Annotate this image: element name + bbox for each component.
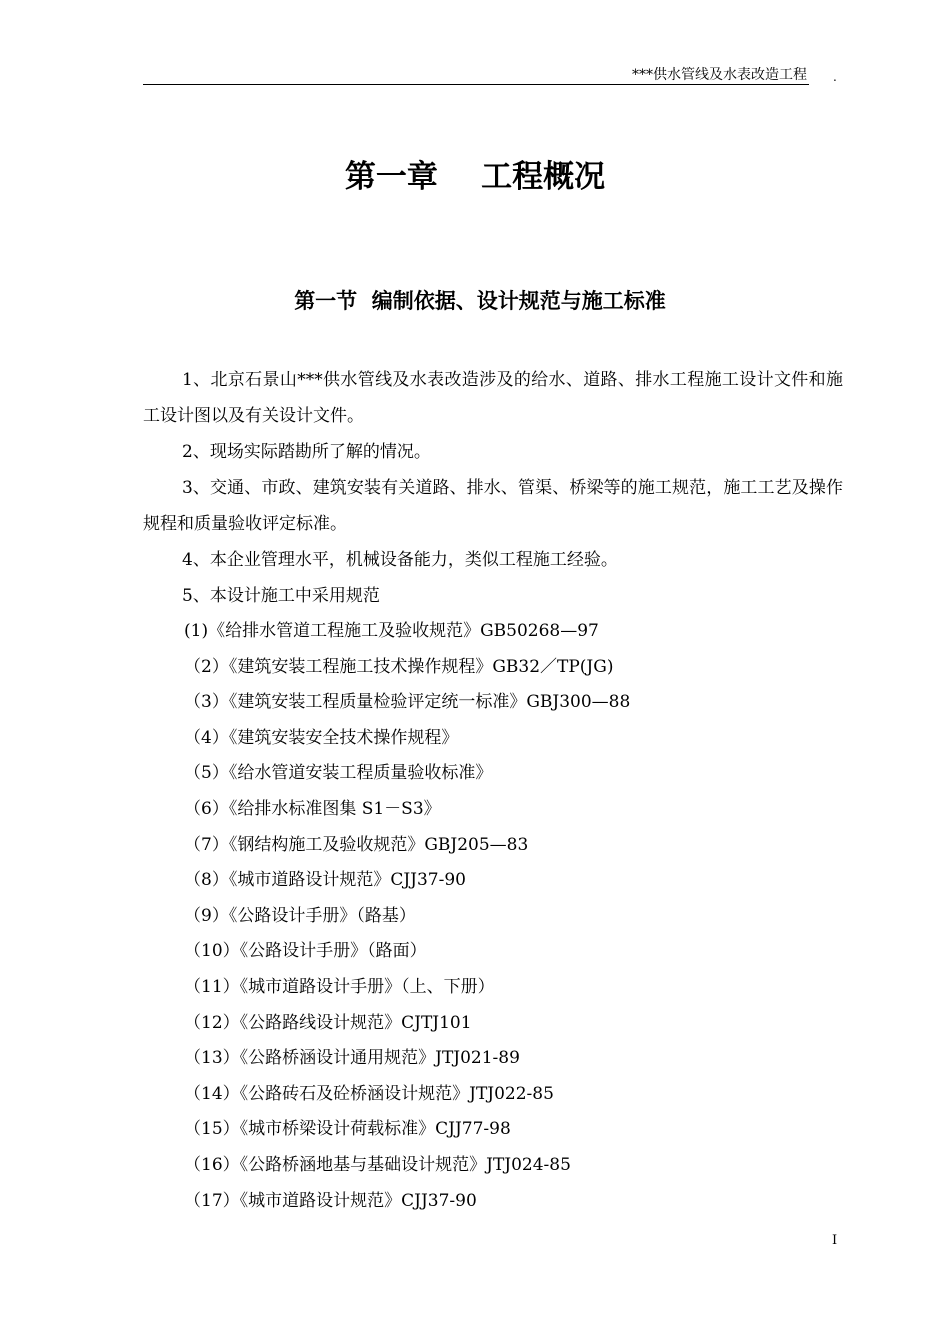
standard-item: （11）《城市道路设计手册》（上、下册） [184,976,495,997]
standard-item: （3）《建筑安装工程质量检验评定统一标准》GBJ300—88 [184,692,631,713]
standards-list [143,614,843,1219]
chapter-title: 第一章 工程概况 [344,159,606,195]
standard-item: （5）《给水管道安装工程质量验收标准》 [184,763,493,784]
standard-item: （16）《公路桥涵地基与基础设计规范》JTJ024-85 [184,1154,571,1175]
standard-item: （15）《城市桥梁设计荷载标准》CJJ77-98 [184,1119,511,1140]
standard-item: （7）《钢结构施工及验收规范》GBJ205—83 [184,834,529,855]
paragraph: 1、北京石景山***供水管线及水表改造涉及的给水、道路、排水工程施工设计文件和施工设计图以及有关设计文件。 [143,370,843,426]
standard-item: （17）《城市道路设计规范》CJJ37-90 [184,1190,477,1211]
document-body [143,362,843,1219]
header-rule [143,84,809,85]
paragraph: 4、本企业管理水平，机械设备能力，类似工程施工经验。 [182,550,618,570]
standard-item: （14）《公路砖石及砼桥涵设计规范》JTJ022-85 [184,1083,554,1104]
page-number: I [832,1233,838,1248]
standard-item: （8）《城市道路设计规范》CJJ37-90 [184,870,466,891]
standard-item: （10）《公路设计手册》（路面） [184,941,427,962]
standard-item: (1)《给排水管道工程施工及验收规范》GB50268—97 [184,621,599,641]
section-title: 第一节 编制依据、设计规范与施工标准 [294,289,666,313]
paragraph: 2、现场实际踏勘所了解的情况。 [182,442,431,462]
paragraph: 3、交通、市政、建筑安装有关道路、排水、管渠、桥梁等的施工规范，施工工艺及操作规程和质量验收评定标准。 [143,478,843,534]
standard-item: （2）《建筑安装工程施工技术操作规程》GB32／TP(JG) [184,656,614,677]
standard-item: （13）《公路桥涵设计通用规范》JTJ021-89 [184,1048,520,1069]
standard-item: （4）《建筑安装安全技术操作规程》 [184,727,459,748]
standard-item: （6）《给排水标准图集 S1－S3》 [184,798,441,819]
standard-item: （12）《公路路线设计规范》CJTJ101 [184,1012,472,1033]
standard-item: （9）《公路设计手册》（路基） [184,905,416,926]
paragraph: 5、本设计施工中采用规范 [182,586,380,606]
header-mark: . [833,70,837,84]
header-title: ***供水管线及水表改造工程 [632,67,807,83]
